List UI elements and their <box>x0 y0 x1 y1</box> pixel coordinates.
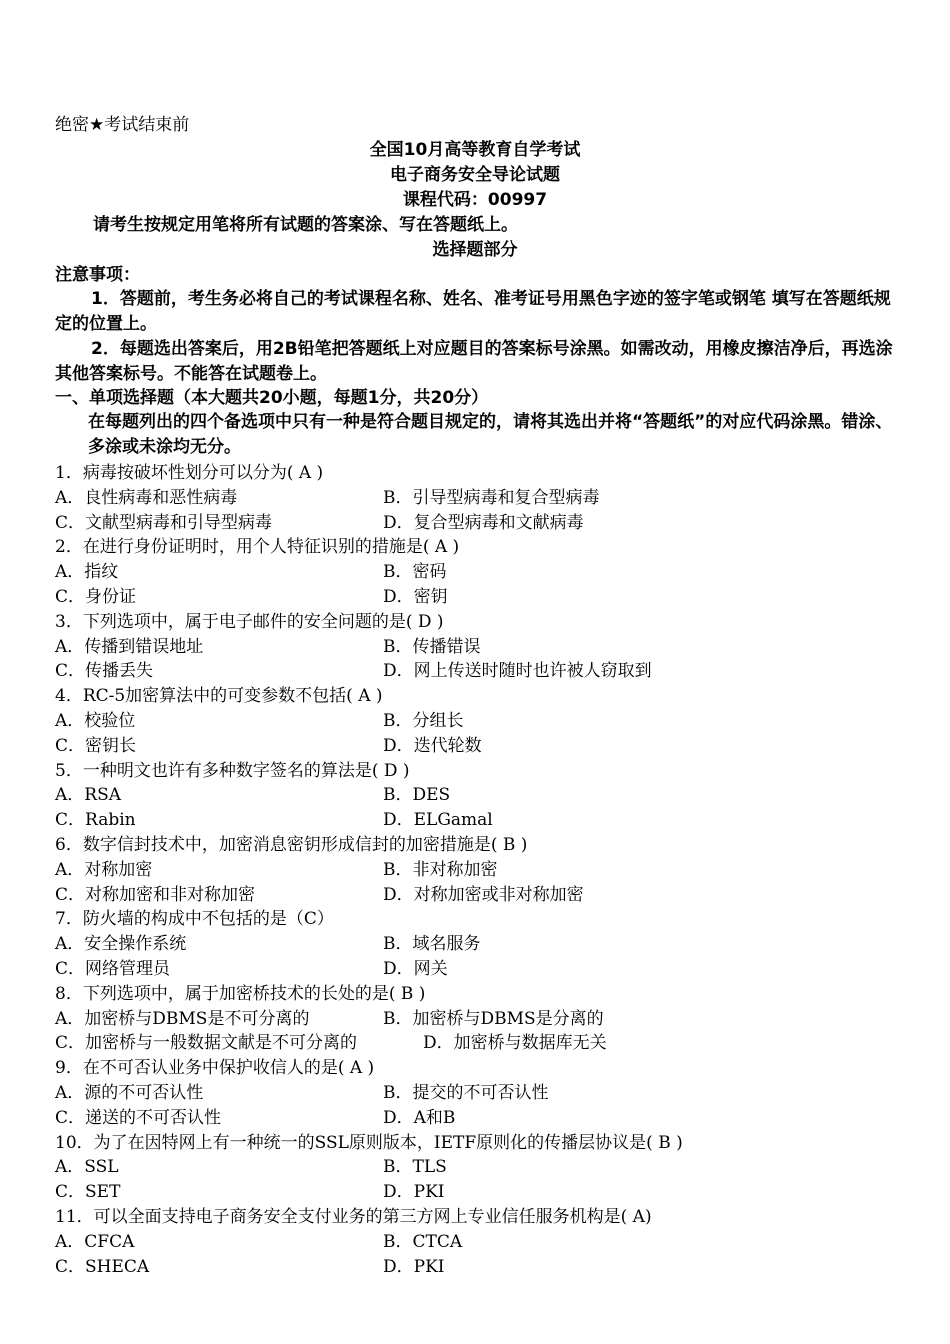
notes-title: 注意事项： <box>55 265 140 285</box>
exam-title: 全国10月高等教育自学考试 <box>369 140 581 160</box>
note-item-1: 1．答题前，考生务必将自己的考试课程名称、姓名、准考证号用黑色字迹的签字笔或钢笔 填写在答题纸规定的位置上。 <box>55 289 891 334</box>
question-8-option-b: B．加密桥与DBMS是分离的 <box>383 1008 604 1029</box>
question-10-option-a: A．SSL <box>55 1157 119 1178</box>
question-2-option-a: A．指纹 <box>55 562 119 583</box>
question-3-option-d: D．网上传送时随时也许被人窃取到 <box>383 661 652 682</box>
question-10-option-d: D．PKI <box>383 1182 445 1203</box>
question-11: 11．可以全面支持电子商务安全支付业务的第三方网上专业信任服务机构是( A) <box>55 1207 652 1227</box>
note-item-2: 2．每题选出答案后，用2B铅笔把答题纸上对应题目的答案标号涂黑。如需改动，用橡皮擦洁净后，再选涂其他答案标号。不能答在试题卷上。 <box>55 339 893 384</box>
question-4-option-c: C．密钥长 <box>55 735 137 756</box>
question-8-option-c: C．加密桥与一般数据文献是不可分离的 <box>55 1033 358 1054</box>
question-3-option-a: A．传播到错误地址 <box>55 636 204 657</box>
question-4: 4．RC-5加密算法中的可变参数不包括( A ) <box>55 686 383 707</box>
section-description: 在每题列出的四个备选项中只有一种是符合题目规定的，请将其选出并将“答题纸”的对应代码涂黑。错涂、多涂或未涂均无分。 <box>88 412 893 457</box>
question-4-option-a: A．校验位 <box>55 711 136 731</box>
question-10: 10．为了在因特网上有一种统一的SSL原则版本，IETF原则化的传播层协议是( B ) <box>55 1132 683 1153</box>
question-2-option-c: C．身份证 <box>55 587 137 607</box>
question-6: 6．数字信封技术中，加密消息密钥形成信封的加密措施是( B ) <box>55 835 528 855</box>
question-9-option-c: C．递送的不可否认性 <box>55 1107 222 1128</box>
subject-title: 电子商务安全导论试题 <box>390 165 560 185</box>
course-code: 课程代码：00997 <box>402 190 548 210</box>
section-title: 一、单项选择题（本大题共20小题，每题1分，共20分） <box>55 388 489 408</box>
question-8: 8．下列选项中，属于加密桥技术的长处的是( B ) <box>55 983 426 1004</box>
question-11-option-d: D．PKI <box>383 1256 445 1277</box>
question-1-option-c: C．文献型病毒和引导型病毒 <box>55 512 273 533</box>
question-7: 7．防火墙的构成中不包括的是（C） <box>55 909 334 930</box>
question-5-option-d: D．ELGamal <box>383 810 493 831</box>
question-4-option-d: D．迭代轮数 <box>383 735 482 756</box>
question-1-option-a: A．良性病毒和恶性病毒 <box>55 487 238 508</box>
confidential-label: 绝密★考试结束前 <box>55 115 190 135</box>
question-3: 3．下列选项中，属于电子邮件的安全问题的是( D ) <box>55 611 444 632</box>
question-8-option-d: D．加密桥与数据库无关 <box>423 1033 607 1054</box>
question-2-option-d: D．密钥 <box>383 587 448 607</box>
question-5-option-b: B．DES <box>383 785 451 806</box>
question-6-option-b: B．非对称加密 <box>383 859 498 880</box>
question-5: 5．一种明文也许有多种数字签名的算法是( D ) <box>55 760 410 781</box>
question-3-option-b: B．传播错误 <box>383 636 481 657</box>
question-9-option-a: A．源的不可否认性 <box>55 1083 204 1103</box>
question-5-option-c: C．Rabin <box>55 810 136 831</box>
question-5-option-a: A．RSA <box>55 785 121 806</box>
question-4-option-b: B．分组长 <box>383 711 464 731</box>
question-7-option-c: C．网络管理员 <box>55 959 171 979</box>
question-1-option-d: D．复合型病毒和文献病毒 <box>383 512 584 533</box>
question-11-option-a: A．CFCA <box>55 1231 135 1252</box>
question-9-option-d: D．A和B <box>383 1107 456 1128</box>
question-10-option-b: B．TLS <box>383 1157 447 1178</box>
question-7-option-b: B．域名服务 <box>383 934 481 955</box>
question-2-option-b: B．密码 <box>383 562 447 583</box>
question-9-option-b: B．提交的不可否认性 <box>383 1083 549 1103</box>
question-6-option-a: A．对称加密 <box>55 859 153 880</box>
question-11-option-b: B．CTCA <box>383 1231 463 1252</box>
question-1: 1．病毒按破坏性划分可以分为( A ) <box>55 463 324 483</box>
question-9: 9．在不可否认业务中保护收信人的是( A ) <box>55 1058 375 1079</box>
question-3-option-c: C．传播丢失 <box>55 661 154 682</box>
answer-instruction: 请考生按规定用笔将所有试题的答案涂、写在答题纸上。 <box>93 215 518 235</box>
question-7-option-a: A．安全操作系统 <box>55 934 187 955</box>
question-6-option-c: C．对称加密和非对称加密 <box>55 884 256 905</box>
question-11-option-c: C．SHECA <box>55 1256 150 1277</box>
question-6-option-d: D．对称加密或非对称加密 <box>383 884 584 905</box>
part-title: 选择题部分 <box>432 240 518 260</box>
question-2: 2．在进行身份证明时，用个人特征识别的措施是( A ) <box>55 537 460 558</box>
question-7-option-d: D．网关 <box>383 959 448 979</box>
question-8-option-a: A．加密桥与DBMS是不可分离的 <box>55 1008 310 1029</box>
question-1-option-b: B．引导型病毒和复合型病毒 <box>383 487 600 508</box>
question-10-option-c: C．SET <box>55 1182 121 1203</box>
